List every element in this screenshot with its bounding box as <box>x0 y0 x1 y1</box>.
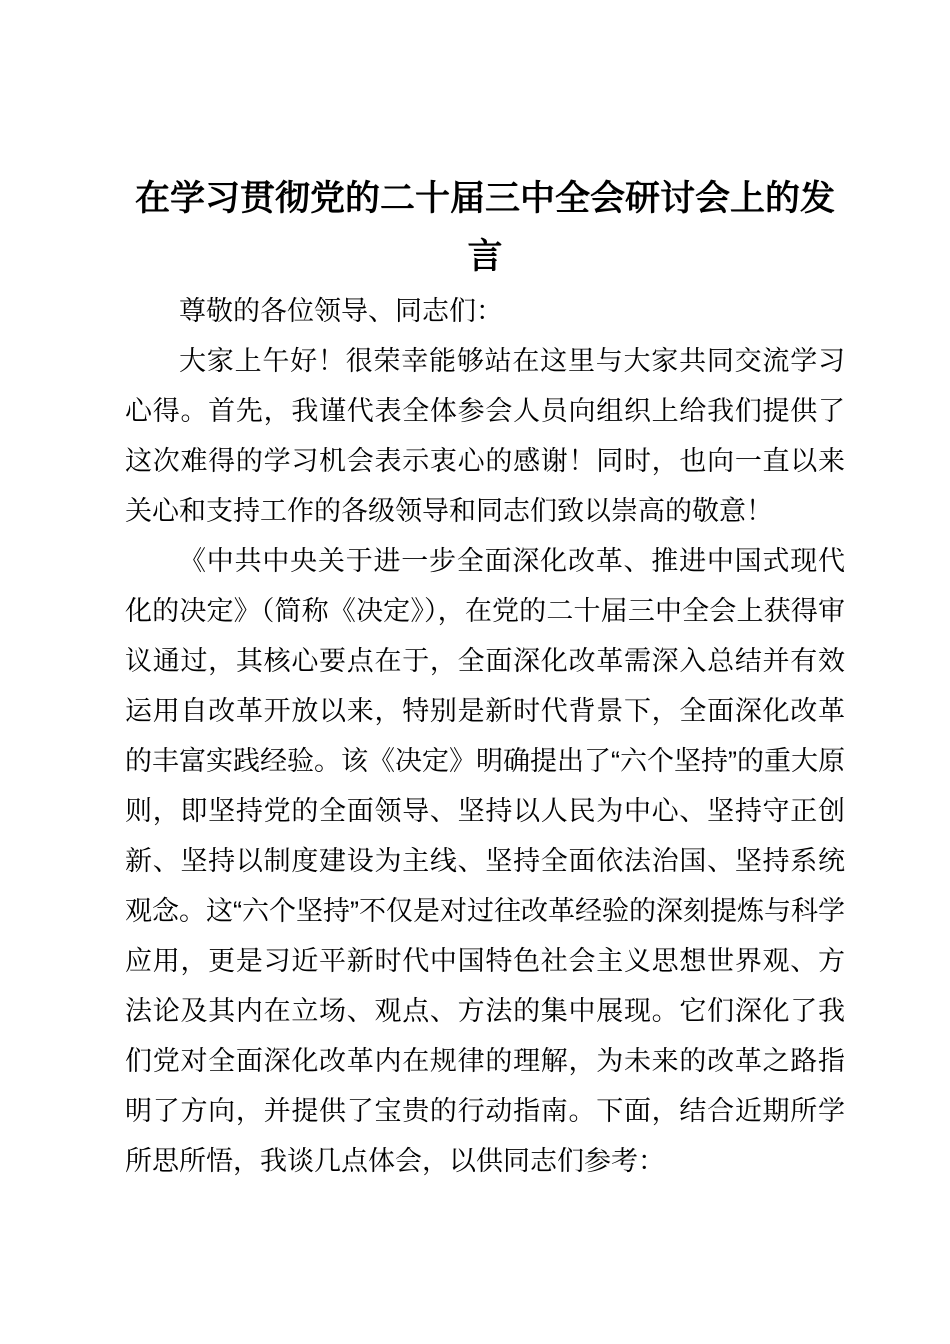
greeting-paragraph: 大家上午好！很荣幸能够站在这里与大家共同交流学习心得。首先，我谨代表全体参会人员向组织上给我们提供了这次难得的学习机会表示衷心的感谢！同时，也向一直以来关心和支持工作的各级领导和同志们致以崇高的敬意！ <box>125 346 845 526</box>
main-body-paragraph: 《中共中央关于进一步全面深化改革、推进中国式现代化的决定》（简称《决定》），在党的二十届三中全会上获得审议通过，其核心要点在于，全面深化改革需深入总结并有效运用自改革开放以来，特别是新时代背景下，全面深化改革的丰富实践经验。该《决定》明确提出了“六个坚持”的重大原则，即坚持党的全面领导、坚持以人民为中心、坚持守正创新、坚持以制度建设为主线、坚持全面依法治国、坚持系统观念。这“六个坚持”不仅是对过往改革经验的深刻提炼与科学应用，更是习近平新时代中国特色社会主义思想世界观、方法论及其内在立场、观点、方法的集中展现。它们深化了我们党对全面深化改革内在规律的理解，为未来的改革之路指明了方向，并提供了宝贵的行动指南。下面，结合近期所学所思所悟，我谈几点体会，以供同志们参考： <box>125 546 845 1176</box>
document-content <box>125 0 845 1186</box>
salutation-paragraph: 尊敬的各位领导、同志们： <box>179 296 503 326</box>
document-title: 在学习贯彻党的二十届三中全会研讨会上的发言 <box>134 179 835 276</box>
